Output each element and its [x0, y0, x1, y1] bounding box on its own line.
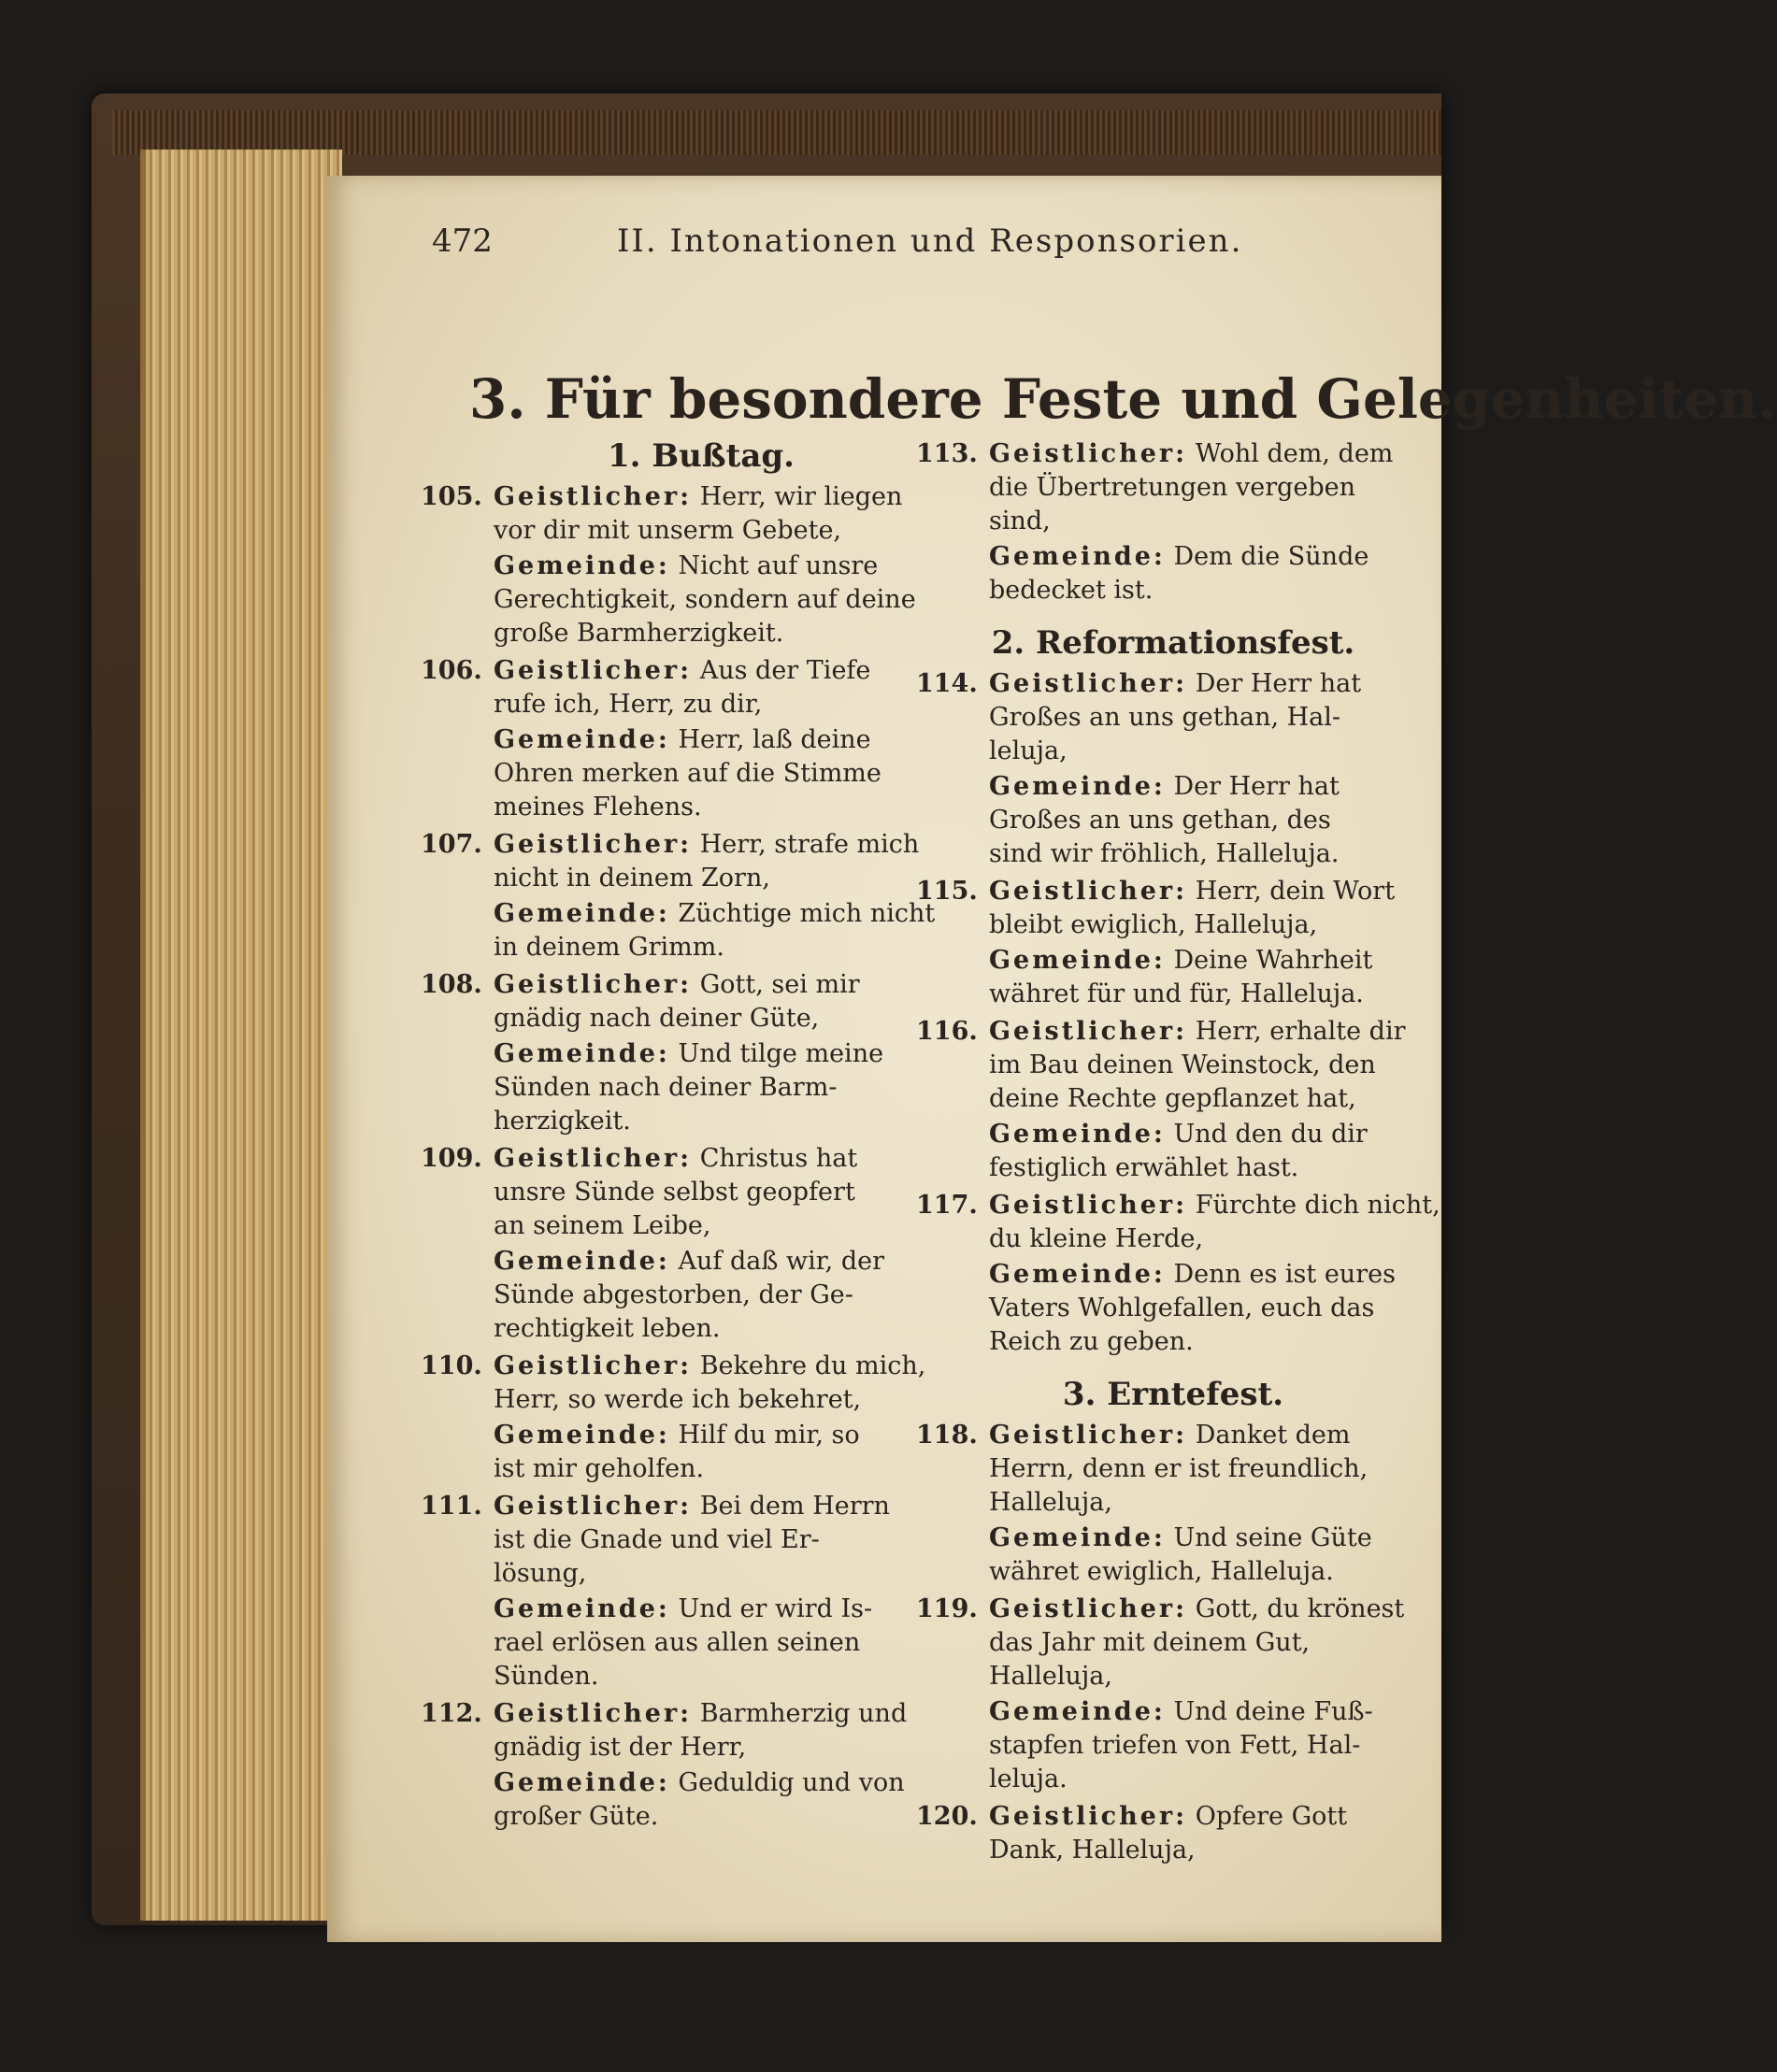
- verse-line: leluja,: [989, 736, 1068, 765]
- verse-line: [494, 1037, 982, 1071]
- verse-line: sind,: [989, 507, 1051, 536]
- page-header: [327, 222, 1441, 269]
- verse-text: Herr, dein Wort: [1195, 877, 1396, 906]
- verse-line: [989, 1189, 1440, 1222]
- speaker-role: Geistlicher:: [989, 1421, 1188, 1450]
- entry: [421, 1142, 982, 1346]
- book-spine-edge: [112, 110, 1441, 155]
- reformation-entries: [916, 667, 1440, 1359]
- entry-number: 105.: [421, 482, 482, 511]
- verse-text: Denn es ist eures: [1173, 1260, 1396, 1289]
- verse-line: Ohren merken auf die Stimme: [494, 759, 881, 788]
- verse-line: [494, 1593, 982, 1626]
- verse-line: [989, 1593, 1430, 1626]
- right-column: [916, 437, 1440, 1871]
- entry: [421, 1490, 982, 1693]
- verse-line: Vaters Wohlgefallen, euch das: [989, 1293, 1375, 1322]
- verse-line: währet für und für, Halleluja.: [989, 979, 1364, 1008]
- verse-line: [989, 667, 1430, 701]
- entry-number: 109.: [421, 1144, 482, 1173]
- verse-text: Geduldig und von: [678, 1768, 905, 1797]
- verse-part: [494, 1245, 982, 1346]
- verse-part: [494, 968, 982, 1036]
- verse-line: [989, 875, 1430, 908]
- entry-number: 107.: [421, 830, 482, 859]
- verse-part: [494, 897, 982, 965]
- verse-part: [989, 437, 1430, 538]
- verse-part: [494, 1142, 982, 1243]
- verse-line: lösung,: [494, 1559, 587, 1588]
- verse-part: [989, 770, 1430, 871]
- entry: [421, 480, 982, 650]
- verse-line: [989, 1258, 1430, 1292]
- speaker-role: Geistlicher:: [494, 1699, 693, 1728]
- verse-part: [494, 480, 982, 548]
- verse-text: Danket dem: [1195, 1421, 1351, 1450]
- verse-line: [494, 480, 982, 514]
- speaker-role: Gemeinde:: [989, 1697, 1166, 1726]
- entry-number: 117.: [916, 1191, 978, 1220]
- verse-line: Dank, Halleluja,: [989, 1836, 1196, 1865]
- verse-line: das Jahr mit deinem Gut,: [989, 1628, 1311, 1657]
- entry-number: 108.: [421, 970, 482, 999]
- speaker-role: Geistlicher:: [494, 482, 693, 511]
- speaker-role: Geistlicher:: [989, 1191, 1188, 1220]
- verse-part: [989, 1800, 1430, 1867]
- verse-line: sind wir fröhlich, Halleluja.: [989, 839, 1340, 868]
- page-number: 472: [432, 222, 493, 260]
- speaker-role: Geistlicher:: [989, 1017, 1188, 1046]
- verse-line: Halleluja,: [989, 1488, 1112, 1517]
- subheading-busstag: 1. Bußtag.: [608, 437, 795, 475]
- speaker-role: Gemeinde:: [989, 1523, 1166, 1552]
- verse-line: [989, 1118, 1430, 1151]
- speaker-role: Gemeinde:: [494, 1594, 670, 1623]
- verse-line: [494, 654, 982, 688]
- speaker-role: Gemeinde:: [989, 1120, 1166, 1149]
- speaker-role: Geistlicher:: [989, 1802, 1188, 1831]
- speaker-role: Gemeinde:: [989, 542, 1166, 571]
- entry: [916, 1800, 1430, 1867]
- verse-part: [494, 1697, 982, 1765]
- speaker-role: Gemeinde:: [989, 946, 1166, 975]
- right-entry-113: [916, 437, 1430, 607]
- section-title: 3. Für besondere Feste und Gelegenheiten.: [469, 367, 1777, 431]
- entry-number: 114.: [916, 669, 978, 698]
- verse-text: Auf daß wir, der: [678, 1247, 884, 1276]
- entry: [916, 1189, 1440, 1359]
- speaker-role: Gemeinde:: [494, 1768, 670, 1797]
- verse-text: Herr, wir liegen: [699, 482, 903, 511]
- verse-text: Gott, sei mir: [699, 970, 860, 999]
- entry: [916, 1419, 1430, 1589]
- speaker-role: Gemeinde:: [494, 725, 670, 754]
- verse-text: Herr, strafe mich: [699, 830, 920, 859]
- verse-line: rufe ich, Herr, zu dir,: [494, 690, 763, 719]
- speaker-role: Geistlicher:: [989, 669, 1188, 698]
- entry: [916, 1015, 1430, 1185]
- verse-part: [494, 1037, 982, 1138]
- speaker-role: Geistlicher:: [494, 1351, 693, 1380]
- verse-line: in deinem Grimm.: [494, 933, 724, 962]
- verse-line: herzigkeit.: [494, 1107, 631, 1136]
- verse-line: gnädig nach deiner Güte,: [494, 1004, 820, 1033]
- verse-text: Der Herr hat: [1195, 669, 1362, 698]
- verse-text: Opfere Gott: [1195, 1802, 1348, 1831]
- speaker-role: Gemeinde:: [494, 899, 670, 928]
- verse-line: [494, 828, 982, 862]
- verse-part: [494, 1419, 982, 1486]
- verse-line: [494, 550, 982, 583]
- subheading-reformationsfest: 2. Reformationsfest.: [991, 624, 1355, 662]
- verse-text: Nicht auf unsre: [678, 551, 879, 580]
- entry: [916, 1593, 1430, 1796]
- verse-line: nicht in deinem Zorn,: [494, 864, 770, 893]
- verse-line: [494, 1419, 982, 1452]
- entry: [421, 828, 982, 965]
- verse-line: festiglich erwählet hast.: [989, 1153, 1299, 1182]
- verse-line: große Barmherzigkeit.: [494, 619, 784, 648]
- entry: [421, 654, 982, 824]
- entry-number: 119.: [916, 1594, 978, 1623]
- verse-line: Reich zu geben.: [989, 1327, 1194, 1356]
- speaker-role: Geistlicher:: [989, 439, 1188, 468]
- verse-text: Züchtige mich nicht: [678, 899, 936, 928]
- verse-part: [989, 1593, 1430, 1693]
- verse-part: [989, 540, 1430, 607]
- verse-line: [494, 1490, 982, 1523]
- verse-line: währet ewiglich, Halleluja.: [989, 1557, 1334, 1586]
- entry: [916, 667, 1430, 871]
- left-entries: [421, 480, 982, 1834]
- verse-line: Sünden nach deiner Barm-: [494, 1073, 838, 1102]
- verse-line: bleibt ewiglich, Halleluja,: [989, 910, 1318, 939]
- speaker-role: Gemeinde:: [989, 1260, 1166, 1289]
- speaker-role: Geistlicher:: [989, 1594, 1188, 1623]
- entry: [421, 968, 982, 1138]
- verse-part: [494, 828, 982, 895]
- verse-line: [989, 770, 1430, 804]
- verse-line: [494, 1245, 982, 1279]
- verse-part: [494, 654, 982, 722]
- verse-line: [989, 540, 1430, 574]
- verse-part: [989, 875, 1430, 942]
- verse-line: [494, 1766, 982, 1800]
- verse-line: im Bau deinen Weinstock, den: [989, 1050, 1376, 1079]
- verse-part: [989, 1015, 1430, 1116]
- page-edges: [140, 150, 342, 1921]
- subheading-erntefest: 3. Erntefest.: [1062, 1376, 1284, 1413]
- verse-part: [989, 1189, 1440, 1256]
- entry-number: 106.: [421, 656, 482, 685]
- verse-part: [989, 1419, 1430, 1520]
- verse-line: [989, 944, 1430, 978]
- entry: [421, 1350, 982, 1486]
- verse-line: Herrn, denn er ist freundlich,: [989, 1454, 1369, 1483]
- verse-text: Christus hat: [699, 1144, 858, 1173]
- verse-line: Herr, so werde ich bekehret,: [494, 1385, 862, 1414]
- verse-text: Wohl dem, dem: [1195, 439, 1394, 468]
- entry-number: 118.: [916, 1421, 978, 1450]
- verse-text: Dem die Sünde: [1173, 542, 1369, 571]
- speaker-role: Gemeinde:: [494, 1421, 670, 1450]
- speaker-role: Geistlicher:: [494, 656, 693, 685]
- speaker-role: Geistlicher:: [494, 1492, 693, 1521]
- verse-line: unsre Sünde selbst geopfert: [494, 1178, 855, 1207]
- verse-line: stapfen triefen von Fett, Hal-: [989, 1731, 1361, 1760]
- verse-line: leluja.: [989, 1765, 1068, 1793]
- verse-part: [989, 667, 1430, 768]
- entry: [916, 875, 1430, 1011]
- left-column: [421, 437, 982, 1837]
- verse-part: [494, 1766, 982, 1834]
- verse-part: [494, 550, 982, 650]
- speaker-role: Gemeinde:: [494, 1247, 670, 1276]
- entry-number: 111.: [421, 1492, 482, 1521]
- verse-part: [494, 1350, 982, 1417]
- verse-line: [989, 1015, 1430, 1049]
- harvest-entries: [916, 1419, 1430, 1867]
- running-head: II. Intonationen und Responsorien.: [617, 222, 1243, 260]
- verse-line: rechtigkeit leben.: [494, 1314, 721, 1343]
- verse-part: [989, 1118, 1430, 1185]
- entry: [916, 437, 1430, 607]
- verse-line: [494, 723, 982, 757]
- verse-line: [494, 1350, 982, 1383]
- verse-text: Und tilge meine: [678, 1039, 884, 1068]
- verse-text: Aus der Tiefe: [699, 656, 871, 685]
- verse-line: [989, 1522, 1430, 1555]
- verse-text: Hilf du mir, so: [678, 1421, 860, 1450]
- entry-number: 116.: [916, 1017, 978, 1046]
- verse-text: Und deine Fuß-: [1173, 1697, 1373, 1726]
- verse-text: Bekehre du mich,: [699, 1351, 926, 1380]
- verse-part: [989, 1522, 1430, 1589]
- verse-part: [989, 944, 1430, 1011]
- speaker-role: Geistlicher:: [494, 1144, 693, 1173]
- speaker-role: Geistlicher:: [494, 970, 693, 999]
- verse-text: Und er wird Is-: [678, 1594, 873, 1623]
- verse-line: rael erlösen aus allen seinen: [494, 1628, 861, 1657]
- verse-line: meines Flehens.: [494, 793, 702, 822]
- verse-text: Bei dem Herrn: [699, 1492, 890, 1521]
- verse-line: [989, 1800, 1430, 1834]
- entry-number: 112.: [421, 1699, 482, 1728]
- verse-line: großer Güte.: [494, 1802, 659, 1831]
- book-page: [327, 176, 1777, 1942]
- entry-number: 110.: [421, 1351, 482, 1380]
- speaker-role: Geistlicher:: [494, 830, 693, 859]
- verse-text: Herr, erhalte dir: [1195, 1017, 1406, 1046]
- verse-text: Barmherzig und: [699, 1699, 908, 1728]
- entry-number: 115.: [916, 877, 978, 906]
- verse-text: Fürchte dich nicht,: [1195, 1191, 1440, 1220]
- verse-text: Und den du dir: [1173, 1120, 1368, 1149]
- verse-line: [494, 897, 982, 931]
- verse-part: [494, 723, 982, 824]
- verse-line: [989, 1695, 1430, 1729]
- entry-number: 113.: [916, 439, 978, 468]
- verse-line: bedecket ist.: [989, 576, 1154, 605]
- verse-line: du kleine Herde,: [989, 1224, 1204, 1253]
- speaker-role: Gemeinde:: [494, 551, 670, 580]
- entry: [421, 1697, 982, 1834]
- verse-text: Und seine Güte: [1173, 1523, 1372, 1552]
- verse-part: [989, 1258, 1430, 1359]
- verse-line: Sünden.: [494, 1662, 599, 1691]
- speaker-role: Gemeinde:: [989, 772, 1166, 801]
- verse-line: Gerechtigkeit, sondern auf deine: [494, 585, 916, 614]
- verse-part: [494, 1490, 982, 1591]
- verse-text: Gott, du krönest: [1195, 1594, 1405, 1623]
- verse-line: [494, 1697, 982, 1731]
- verse-part: [989, 1695, 1430, 1796]
- verse-line: Großes an uns gethan, des: [989, 806, 1331, 835]
- verse-line: die Übertretungen vergeben: [989, 473, 1356, 502]
- verse-line: gnädig ist der Herr,: [494, 1733, 747, 1762]
- verse-line: Sünde abgestorben, der Ge-: [494, 1280, 853, 1309]
- verse-line: [494, 1142, 982, 1176]
- verse-line: deine Rechte gepflanzet hat,: [989, 1084, 1356, 1113]
- verse-line: Halleluja,: [989, 1662, 1112, 1691]
- verse-line: [989, 1419, 1430, 1452]
- verse-line: an seinem Leibe,: [494, 1211, 711, 1240]
- verse-text: Der Herr hat: [1173, 772, 1340, 801]
- verse-line: vor dir mit unserm Gebete,: [494, 516, 842, 545]
- verse-text: Herr, laß deine: [678, 725, 871, 754]
- verse-line: Großes an uns gethan, Hal-: [989, 703, 1341, 732]
- entry-number: 120.: [916, 1802, 978, 1831]
- speaker-role: Geistlicher:: [989, 877, 1188, 906]
- verse-text: Deine Wahrheit: [1173, 946, 1373, 975]
- speaker-role: Gemeinde:: [494, 1039, 670, 1068]
- verse-line: ist die Gnade und viel Er-: [494, 1525, 820, 1554]
- verse-part: [494, 1593, 982, 1693]
- verse-line: ist mir geholfen.: [494, 1454, 705, 1483]
- verse-line: [494, 968, 982, 1002]
- verse-line: [989, 437, 1430, 471]
